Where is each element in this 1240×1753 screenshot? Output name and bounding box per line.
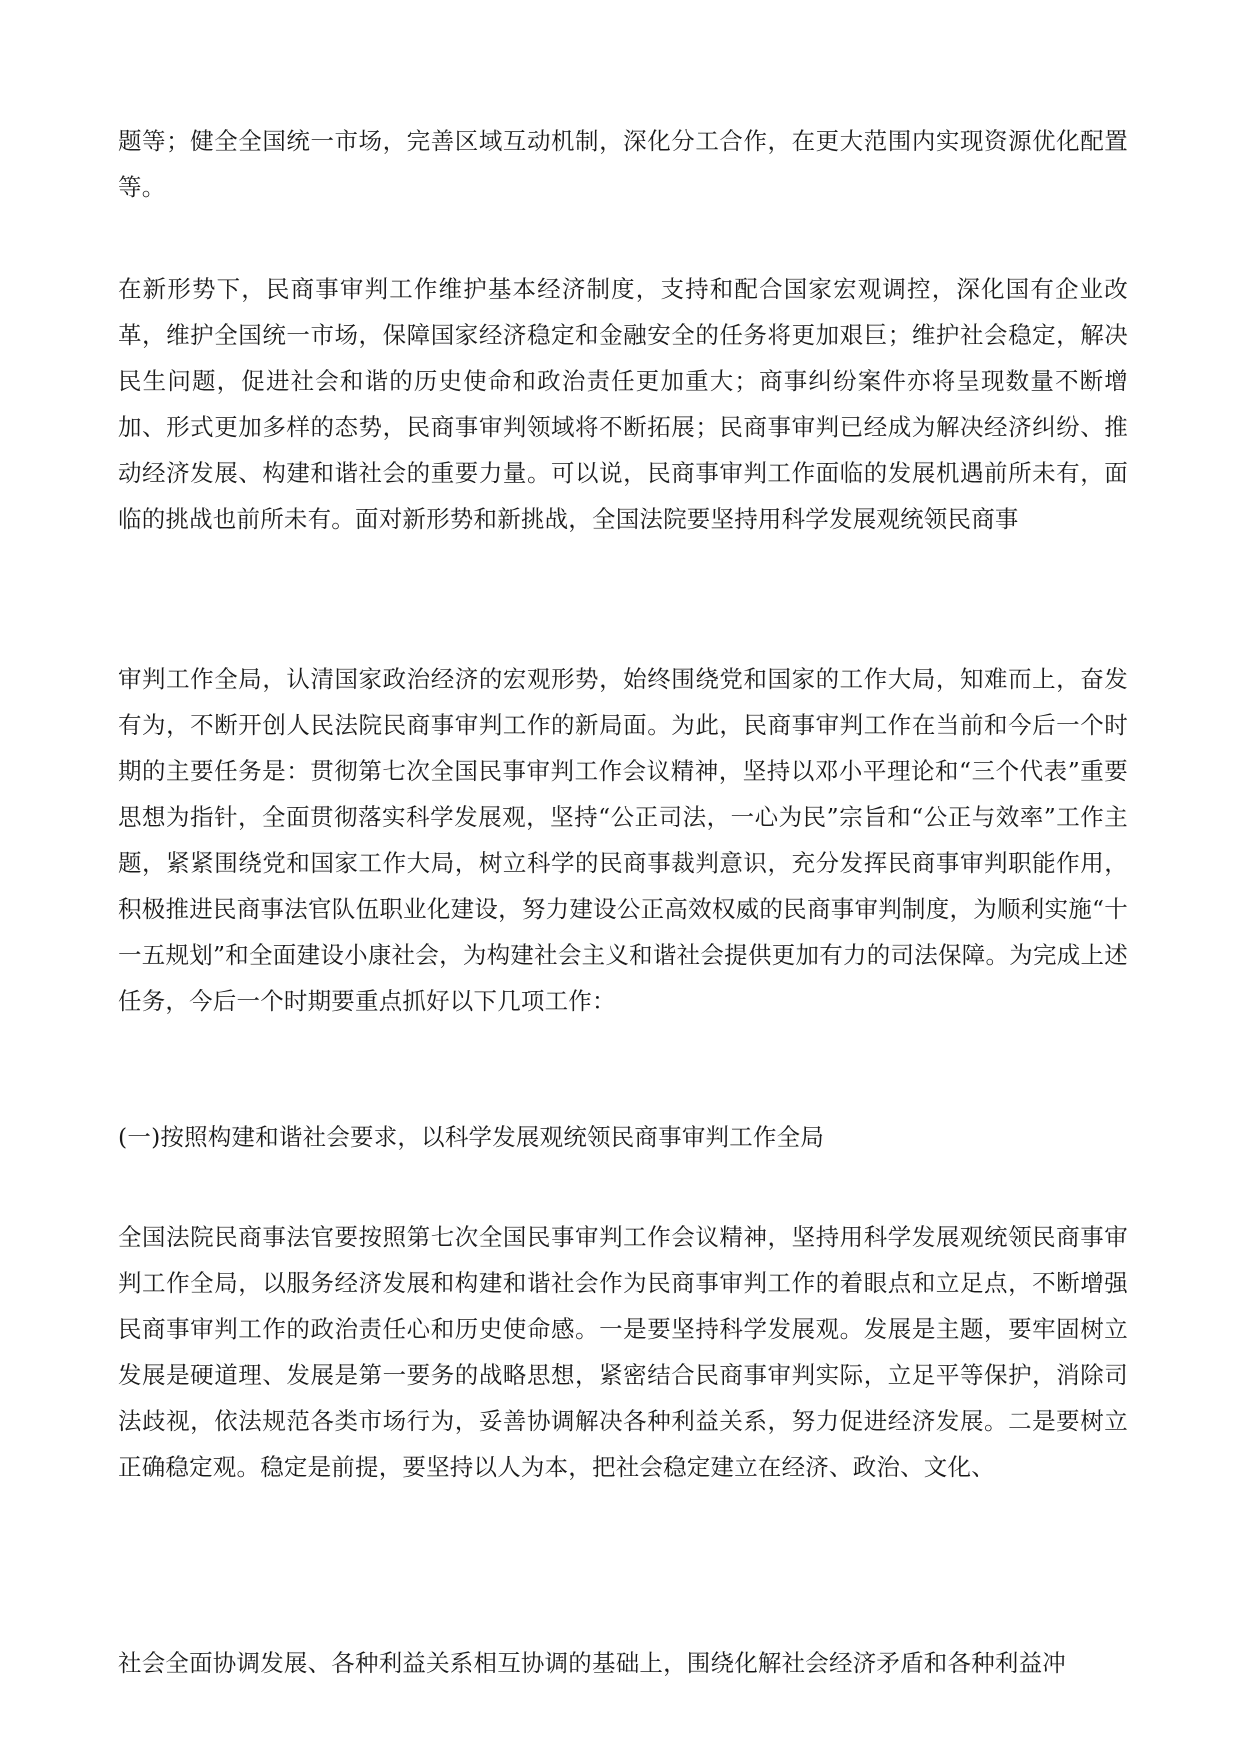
paragraph-scientific-development: 全国法院民商事法官要按照第七次全国民事审判工作会议精神，坚持用科学发展观统领民商事审判工作全局，以服务经济发展和构建和谐社会作为民商事审判工作的着眼点和立足点，不断增强民商事审判工作的政治责任心和历史使命感。一是要坚持科学发展观。发展是主题，要牢固树立发展是硬道理、发展是第一要务的战略思想，紧密结合民商事审判实际，立足平等保护，消除司法歧视，依法规范各类市场行为，妥善协调解决各种利益关系，努力促进经济发展。二是要树立正确稳定观。稳定是前提，要坚持以人为本，把社会稳定建立在经济、政治、文化、 — [118, 1223, 1128, 1481]
paragraph-main-tasks: 审判工作全局，认清国家政治经济的宏观形势，始终围绕党和国家的工作大局，知难而上，奋发有为，不断开创人民法院民商事审判工作的新局面。为此，民商事审判工作在当前和今后一个时期的主要任务是：贯彻第七次全国民事审判工作会议精神，坚持以邓小平理论和“三个代表”重要思想为指针，全面贯彻落实科学发展观，坚持“公正司法，一心为民”宗旨和“公正与效率”工作主题，紧紧围绕党和国家工作大局，树立科学的民商事裁判意识，充分发挥民商事审判职能作用，积极推进民商事法官队伍职业化建设，努力建设公正高效权威的民商事审判制度，为顺利实施“十一五规划”和全面建设小康社会，为构建社会主义和谐社会提供更加有力的司法保障。为完成上述任务，今后一个时期要重点抓好以下几项工作： — [118, 665, 1128, 1015]
paragraph-new-situation: 在新形势下，民商事审判工作维护基本经济制度，支持和配合国家宏观调控，深化国有企业改革，维护全国统一市场，保障国家经济稳定和金融安全的任务将更加艰巨；维护社会稳定，解决民生问题，促进社会和谐的历史使命和政治责任更加重大；商事纠纷案件亦将呈现数量不断增加、形式更加多样的态势，民商事审判领域将不断拓展；民商事审判已经成为解决经济纠纷、推动经济发展、构建和谐社会的重要力量。可以说，民商事审判工作面临的发展机遇前所未有，面临的挑战也前所未有。面对新形势和新挑战，全国法院要坚持用科学发展观统领民商事 — [118, 275, 1128, 533]
paragraph-continuation-resource-allocation: 题等；健全全国统一市场，完善区域互动机制，深化分工合作，在更大范围内实现资源优化配置等。 — [118, 127, 1128, 201]
section-heading-1: (一)按照构建和谐社会要求，以科学发展观统领民商事审判工作全局 — [118, 1123, 825, 1151]
paragraph-social-coordination: 社会全面协调发展、各种利益关系相互协调的基础上，围绕化解社会经济矛盾和各种利益冲 — [118, 1649, 1066, 1677]
